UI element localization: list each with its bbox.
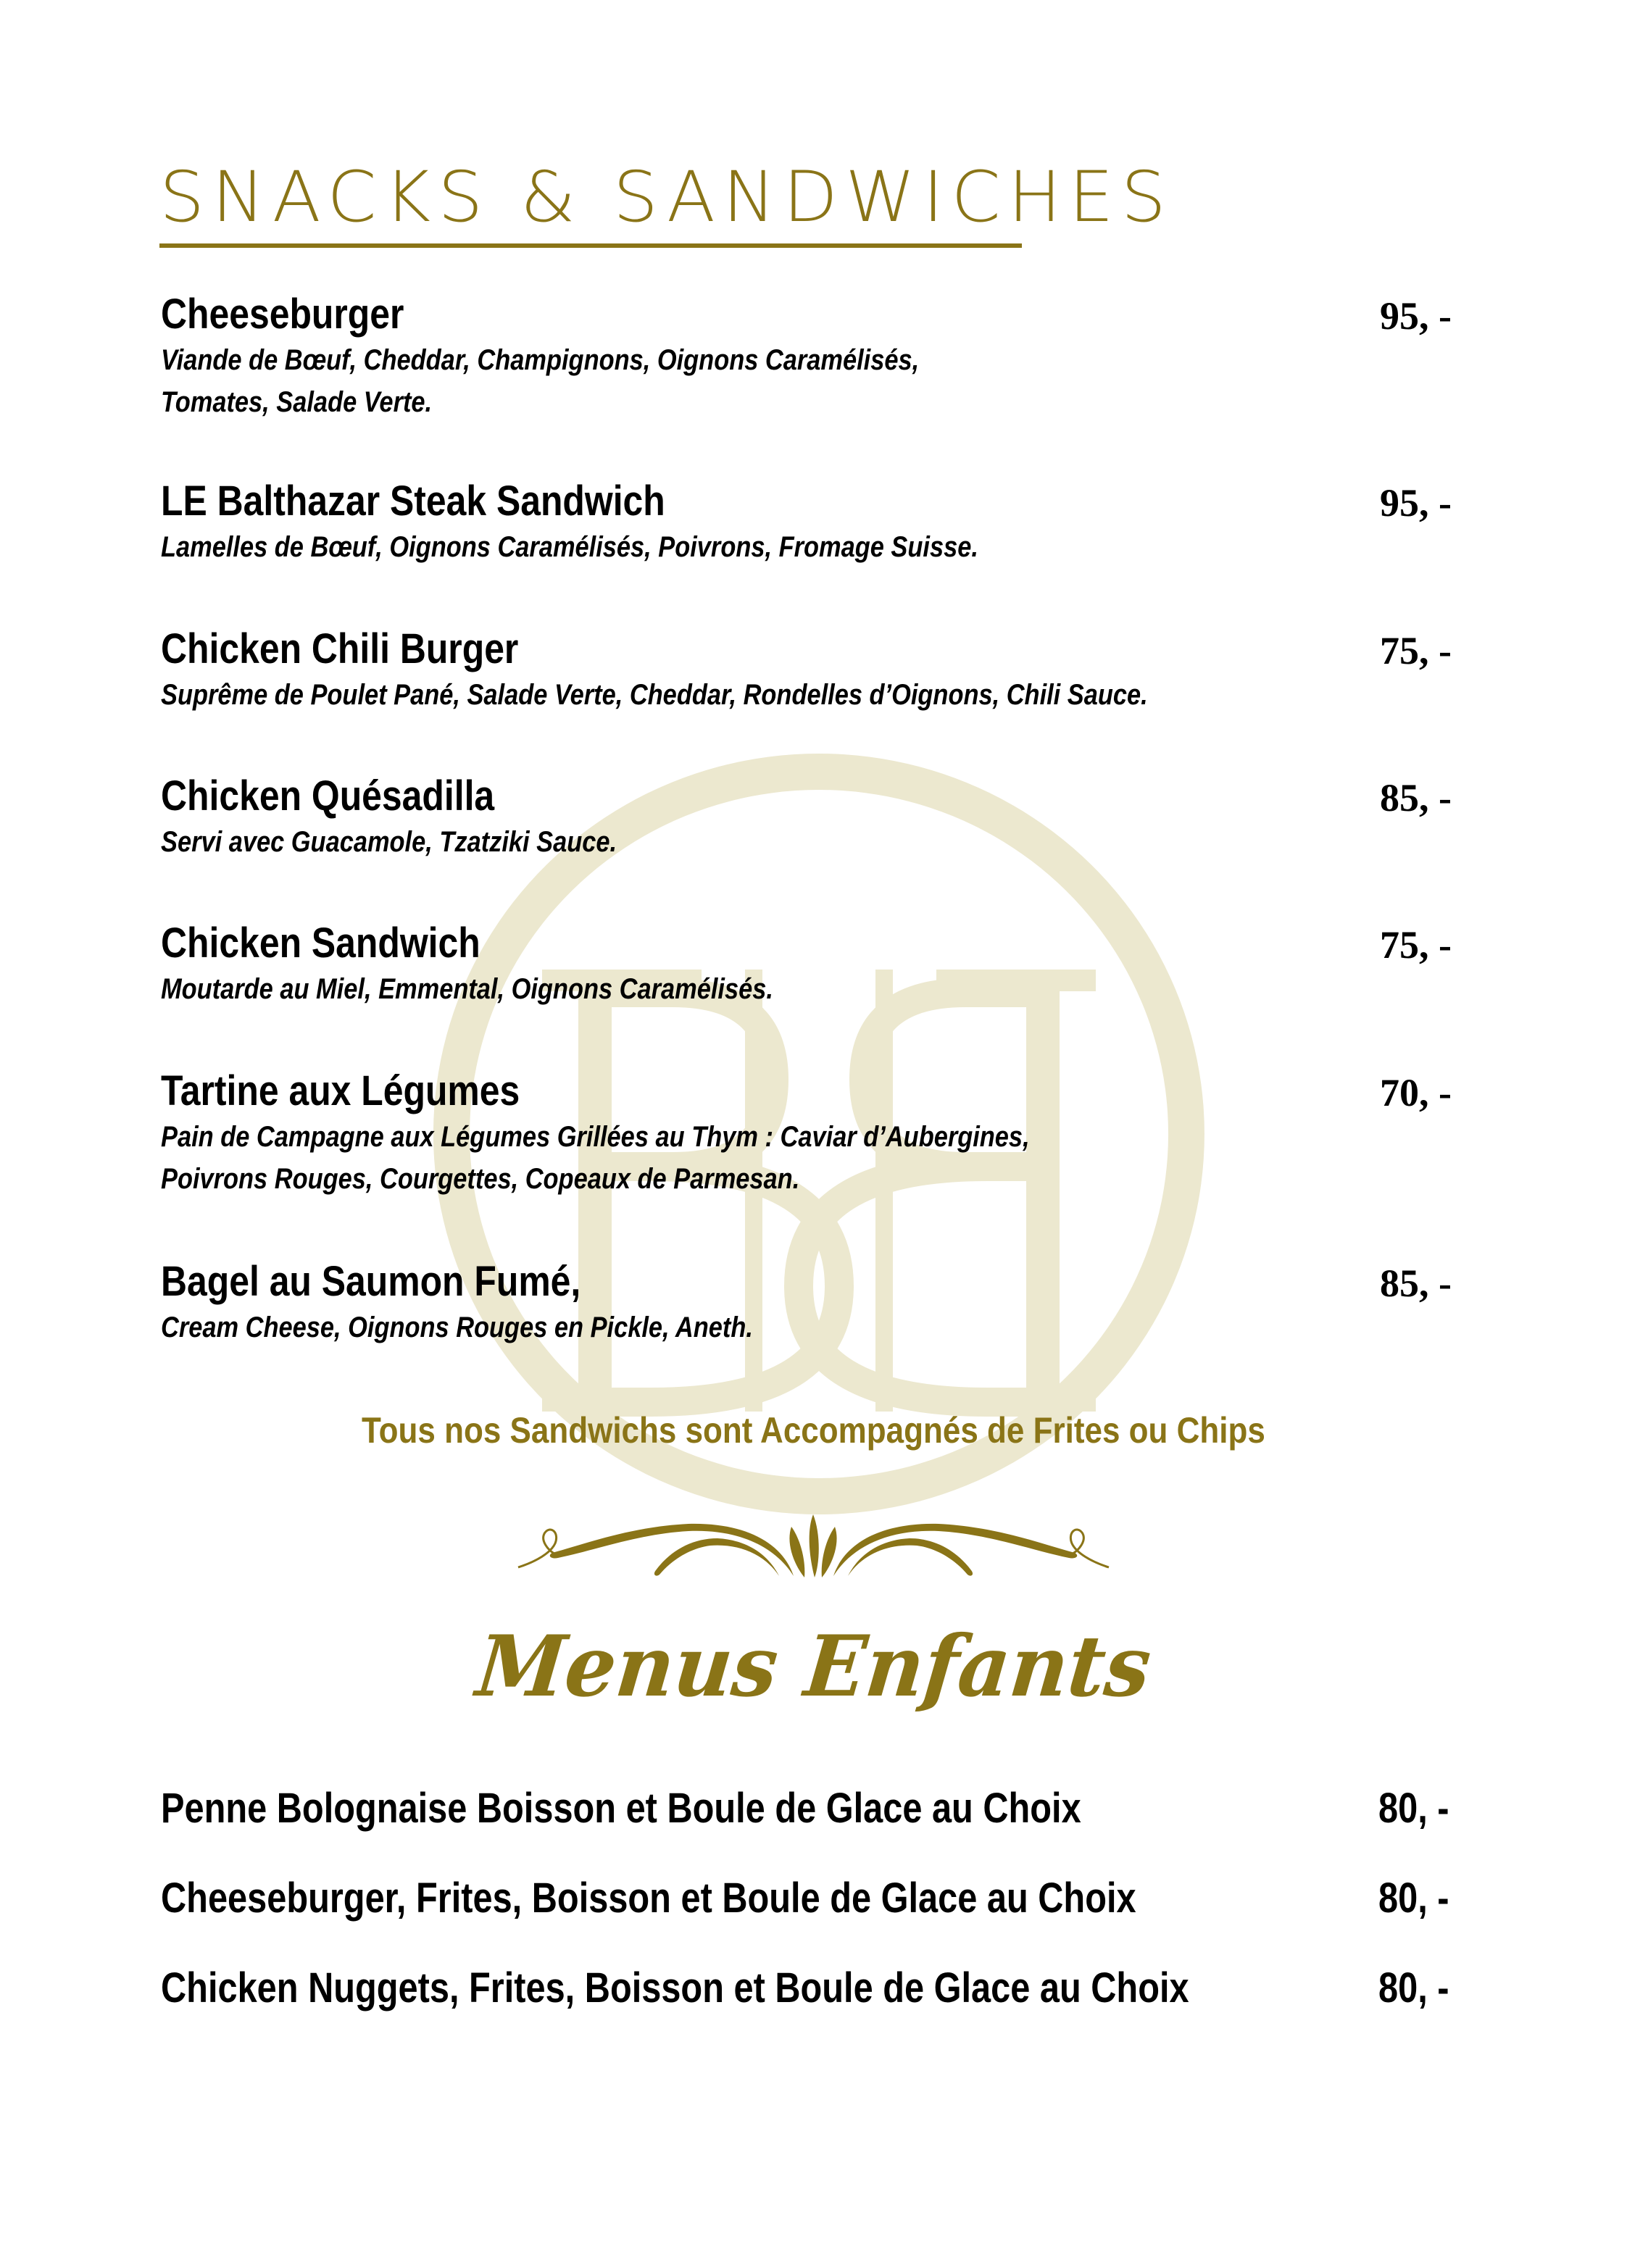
kids-menu-item xyxy=(161,1962,1465,2020)
menu-item xyxy=(161,290,1465,423)
kids-menu-item xyxy=(161,1872,1465,1930)
item-description: Poivrons Rouges, Courgettes, Copeaux de Parmesan. xyxy=(161,1163,800,1195)
menu-item xyxy=(161,625,1465,716)
item-name: Chicken Nuggets, Frites, Boisson et Boule de Glace au Choix xyxy=(161,1964,1189,2011)
item-name: Penne Bolognaise Boisson et Boule de Glace au Choix xyxy=(161,1785,1081,1832)
item-price: 85, - xyxy=(1380,776,1452,820)
item-description: Lamelles de Bœuf, Oignons Caramélisés, Poivrons, Fromage Suisse. xyxy=(161,531,978,563)
menu-item xyxy=(161,477,1465,568)
item-description: Suprême de Poulet Pané, Salade Verte, Cheddar, Rondelles d’Oignons, Chili Sauce. xyxy=(161,679,1148,711)
item-description: Cream Cheese, Oignons Rouges en Pickle, Aneth. xyxy=(161,1312,753,1343)
menu-item xyxy=(161,919,1465,1010)
item-price: 85, - xyxy=(1380,1262,1452,1305)
menu-item xyxy=(161,1257,1465,1348)
menu-item xyxy=(161,772,1465,863)
kids-title-text: Menus Enfants xyxy=(472,1617,1155,1716)
item-name: Cheeseburger, Frites, Boisson et Boule de Glace au Choix xyxy=(161,1875,1136,1922)
item-price: 95, - xyxy=(1380,294,1452,338)
section-title-snacks: SNACKS & SANDWICHES xyxy=(159,157,1174,238)
item-name: Chicken Chili Burger xyxy=(161,625,519,672)
item-price: 95, - xyxy=(1380,481,1452,525)
item-description: Pain de Campagne aux Légumes Grillées au Thym : Caviar d’Aubergines, xyxy=(161,1121,1030,1153)
item-name: Chicken Sandwich xyxy=(161,920,480,967)
item-description: Moutarde au Miel, Emmental, Oignons Caramélisés. xyxy=(161,973,773,1005)
item-name: Bagel au Saumon Fumé, xyxy=(161,1258,581,1305)
sides-note-text: Tous nos Sandwichs sont Accompagnés de Frites ou Chips xyxy=(362,1410,1265,1451)
item-price: 80, - xyxy=(1378,1785,1449,1832)
item-price: 75, - xyxy=(1380,923,1452,967)
item-name: LE Balthazar Steak Sandwich xyxy=(161,478,665,525)
sides-note xyxy=(0,1407,1627,1454)
item-name: Chicken Quésadilla xyxy=(161,772,495,820)
item-name: Cheeseburger xyxy=(161,291,404,338)
item-description: Viande de Bœuf, Cheddar, Champignons, Oignons Caramélisés, xyxy=(161,344,920,376)
item-price: 80, - xyxy=(1378,1964,1449,2011)
menu-item xyxy=(161,1067,1465,1200)
item-description: Servi avec Guacamole, Tzatziki Sauce. xyxy=(161,826,617,858)
item-price: 80, - xyxy=(1378,1875,1449,1922)
item-name: Tartine aux Légumes xyxy=(161,1067,520,1114)
flourish-ornament-icon xyxy=(507,1511,1120,1580)
kids-menu-item xyxy=(161,1783,1465,1840)
section-title-kids xyxy=(0,1612,1627,1721)
item-description: Tomates, Salade Verte. xyxy=(161,386,433,418)
title-underline xyxy=(159,243,1022,248)
item-price: 70, - xyxy=(1380,1071,1452,1114)
item-price: 75, - xyxy=(1380,629,1452,672)
